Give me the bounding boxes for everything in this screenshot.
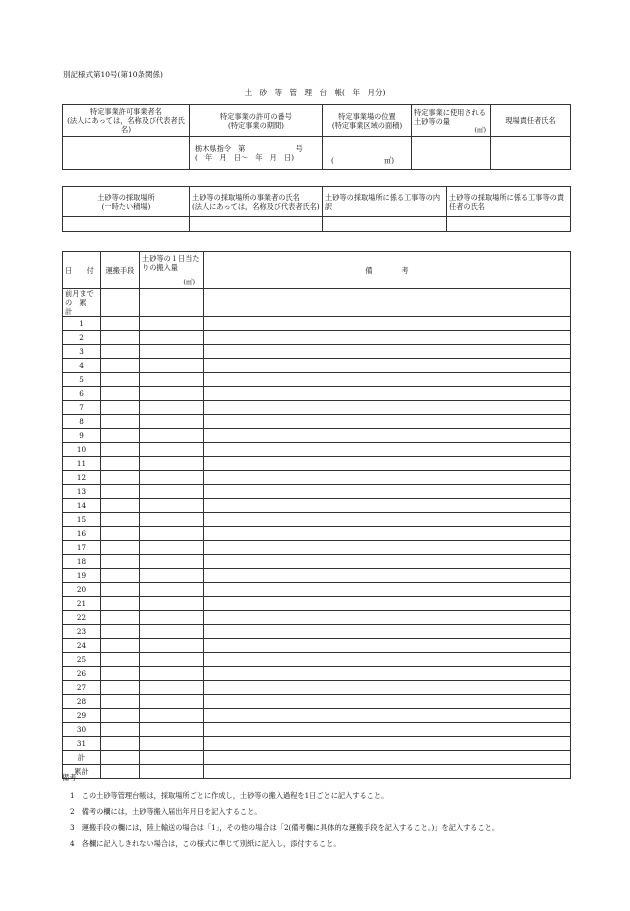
cell-amount[interactable] — [140, 667, 204, 681]
cell-permit-holder[interactable] — [63, 137, 190, 170]
cell-amount[interactable] — [140, 359, 204, 373]
header-work-manager: 土砂等の採取場所に係る工事等の責任者の氏名 — [447, 187, 571, 217]
table-row — [63, 639, 571, 653]
table-row — [63, 625, 571, 639]
table-row — [63, 317, 571, 331]
cell-amount[interactable] — [140, 471, 204, 485]
cell-remarks[interactable] — [204, 611, 571, 625]
cell-transport[interactable] — [101, 401, 140, 415]
row-label-day: 1 — [63, 317, 101, 331]
cell-amount[interactable] — [140, 611, 204, 625]
unit-label: (㎥) — [474, 126, 486, 134]
table-row — [63, 583, 571, 597]
permit-period-line: ( 年 月 日～ 年 月 日) — [195, 153, 295, 162]
cell-amount[interactable] — [140, 695, 204, 709]
cell-work-details[interactable] — [323, 217, 447, 232]
cell-amount[interactable] — [140, 457, 204, 471]
cell-remarks[interactable] — [204, 583, 571, 597]
cell-site-manager[interactable] — [491, 137, 571, 170]
row-label-day: 7 — [63, 401, 101, 415]
row-label-day: 27 — [63, 681, 101, 695]
row-label-day: 12 — [63, 471, 101, 485]
row-label-day: 19 — [63, 569, 101, 583]
row-label-day: 23 — [63, 625, 101, 639]
table-row — [63, 541, 571, 555]
row-label-day: 3 — [63, 345, 101, 359]
cell-amount[interactable] — [140, 541, 204, 555]
header-amount — [140, 252, 204, 289]
cell-amount[interactable] — [140, 653, 204, 667]
cell-remarks[interactable] — [204, 723, 571, 737]
cell-remarks[interactable] — [204, 695, 571, 709]
row-label-day: 26 — [63, 667, 101, 681]
cell-amount[interactable] — [140, 499, 204, 513]
cell-amount[interactable] — [140, 387, 204, 401]
cell-transport[interactable] — [101, 667, 140, 681]
table-row — [63, 737, 571, 751]
row-label-day: 13 — [63, 485, 101, 499]
row-label-day: 5 — [63, 373, 101, 387]
table-row — [63, 709, 571, 723]
header-site-manager: 現場責任者氏名 — [491, 105, 571, 137]
header-amount-unit: (㎥) — [183, 278, 195, 286]
table-row — [63, 471, 571, 485]
cell-transport[interactable] — [101, 513, 140, 527]
cell-amount[interactable] — [140, 513, 204, 527]
cell-amount[interactable] — [140, 317, 204, 331]
cell-transport[interactable] — [101, 611, 140, 625]
notes-section — [62, 773, 582, 855]
row-label-total: 計 — [63, 751, 101, 765]
table-row — [63, 653, 571, 667]
cell-remarks[interactable] — [204, 415, 571, 429]
source-info-table — [62, 186, 571, 232]
cell-remarks[interactable] — [204, 289, 571, 317]
cell-amount[interactable] — [140, 639, 204, 653]
cell-remarks[interactable] — [204, 331, 571, 345]
header-transport: 運搬手段 — [101, 252, 140, 289]
table-row — [63, 681, 571, 695]
row-label-day: 14 — [63, 499, 101, 513]
cell-amount[interactable] — [140, 485, 204, 499]
row-label-day: 22 — [63, 611, 101, 625]
cell-remarks[interactable] — [204, 373, 571, 387]
cell-transport[interactable] — [101, 751, 140, 765]
cell-remarks[interactable] — [204, 485, 571, 499]
cell-remarks[interactable] — [204, 639, 571, 653]
cell-remarks[interactable] — [204, 513, 571, 527]
row-label-day: 28 — [63, 695, 101, 709]
cell-transport[interactable] — [101, 723, 140, 737]
cell-amount[interactable] — [140, 415, 204, 429]
row-label-day: 25 — [63, 653, 101, 667]
table-row — [63, 597, 571, 611]
cell-transport[interactable] — [101, 541, 140, 555]
header-remarks: 備 考 — [204, 252, 571, 289]
row-label-day: 4 — [63, 359, 101, 373]
cell-remarks[interactable] — [204, 653, 571, 667]
table-row — [63, 387, 571, 401]
cell-transport[interactable] — [101, 653, 140, 667]
cell-remarks[interactable] — [204, 471, 571, 485]
cell-remarks[interactable] — [204, 737, 571, 751]
row-label-day: 9 — [63, 429, 101, 443]
cell-amount[interactable] — [140, 401, 204, 415]
cell-transport[interactable] — [101, 583, 140, 597]
permit-number-line: 栃木県指令 第 号 — [195, 144, 303, 153]
cell-remarks[interactable] — [204, 569, 571, 583]
table-row — [63, 359, 571, 373]
cell-amount[interactable] — [140, 681, 204, 695]
table-row — [63, 667, 571, 681]
row-label-day: 6 — [63, 387, 101, 401]
cell-transport[interactable] — [101, 527, 140, 541]
table-row — [63, 345, 571, 359]
cell-amount[interactable] — [140, 597, 204, 611]
cell-remarks[interactable] — [204, 499, 571, 513]
table-row — [63, 527, 571, 541]
cell-transport[interactable] — [101, 709, 140, 723]
cell-transport[interactable] — [101, 443, 140, 457]
row-label-day: 21 — [63, 597, 101, 611]
cell-transport[interactable] — [101, 373, 140, 387]
cell-remarks[interactable] — [204, 597, 571, 611]
row-label-day: 15 — [63, 513, 101, 527]
cell-remarks[interactable] — [204, 555, 571, 569]
header-soil-amount — [412, 105, 491, 137]
cell-remarks[interactable] — [204, 527, 571, 541]
row-label-day: 29 — [63, 709, 101, 723]
cell-transport[interactable] — [101, 429, 140, 443]
daily-log-table — [62, 251, 571, 779]
note-item: 4 各欄に記入しきれない場合は，この様式に準じて別紙に記入し，添付すること。 — [70, 839, 341, 848]
cell-remarks[interactable] — [204, 387, 571, 401]
cell-amount[interactable] — [140, 331, 204, 345]
table-row — [63, 695, 571, 709]
table-row — [63, 611, 571, 625]
header-source-operator: 土砂等の採取場所の事業者の氏名 (法人にあっては，名称及び代表者氏名) — [190, 187, 323, 217]
table-row — [63, 751, 571, 765]
row-label-day: 31 — [63, 737, 101, 751]
cell-transport[interactable] — [101, 737, 140, 751]
cell-amount[interactable] — [140, 737, 204, 751]
row-label-day: 8 — [63, 415, 101, 429]
cell-remarks[interactable] — [204, 429, 571, 443]
cell-amount[interactable] — [140, 429, 204, 443]
cell-transport[interactable] — [101, 499, 140, 513]
cell-remarks[interactable] — [204, 681, 571, 695]
cell-transport[interactable] — [101, 317, 140, 331]
cell-amount[interactable] — [140, 373, 204, 387]
cell-amount[interactable] — [140, 345, 204, 359]
cell-transport[interactable] — [101, 695, 140, 709]
header-date: 日 付 — [63, 252, 101, 289]
header-amount-label: 土砂等の１日当たりの搬入量 — [142, 254, 200, 272]
cell-remarks[interactable] — [204, 625, 571, 639]
cell-remarks[interactable] — [204, 359, 571, 373]
cell-remarks[interactable] — [204, 457, 571, 471]
row-label-day: 11 — [63, 457, 101, 471]
table-row — [63, 429, 571, 443]
table-row — [63, 485, 571, 499]
row-label-day: 20 — [63, 583, 101, 597]
cell-transport[interactable] — [101, 331, 140, 345]
cell-transport[interactable] — [101, 415, 140, 429]
note-item: 3 運搬手段の欄には，陸上輸送の場合は「1」，その他の場合は「2(備考欄に具体的な運搬手段を記入すること。)」を記入すること。 — [70, 823, 500, 832]
table-row — [63, 415, 571, 429]
page-title: 土 砂 等 管 理 台 帳( 年 月分) — [244, 88, 386, 97]
row-label-day: 10 — [63, 443, 101, 457]
cell-remarks[interactable] — [204, 401, 571, 415]
table-row — [63, 443, 571, 457]
cell-transport[interactable] — [101, 555, 140, 569]
table-row — [63, 373, 571, 387]
cell-transport[interactable] — [101, 597, 140, 611]
cell-amount[interactable] — [140, 709, 204, 723]
header-site-location: 特定事業場の位置 (特定事業区域の面積) — [323, 105, 412, 137]
cell-amount[interactable] — [140, 625, 204, 639]
cell-remarks[interactable] — [204, 709, 571, 723]
table-row — [63, 723, 571, 737]
cell-amount[interactable] — [140, 443, 204, 457]
cell-transport[interactable] — [101, 681, 140, 695]
cell-amount[interactable] — [140, 527, 204, 541]
table-row — [63, 555, 571, 569]
cell-remarks[interactable] — [204, 345, 571, 359]
business-info-table — [62, 104, 571, 170]
cell-site-location[interactable] — [323, 137, 412, 170]
cell-transport[interactable] — [101, 471, 140, 485]
cell-amount[interactable] — [140, 723, 204, 737]
cell-transport[interactable] — [101, 387, 140, 401]
cell-remarks[interactable] — [204, 443, 571, 457]
row-label-day: 2 — [63, 331, 101, 345]
cell-remarks[interactable] — [204, 541, 571, 555]
cell-amount[interactable] — [140, 289, 204, 317]
cell-transport[interactable] — [101, 625, 140, 639]
row-label-day: 18 — [63, 555, 101, 569]
cell-transport[interactable] — [101, 485, 140, 499]
cell-remarks[interactable] — [204, 751, 571, 765]
table-row — [63, 499, 571, 513]
table-row — [63, 569, 571, 583]
row-label-day: 30 — [63, 723, 101, 737]
table-row — [63, 401, 571, 415]
header-soil-amount-label: 特定事業に使用される土砂等の量 — [414, 107, 486, 126]
cell-amount[interactable] — [140, 751, 204, 765]
cell-transport[interactable] — [101, 289, 140, 317]
row-label-day: 16 — [63, 527, 101, 541]
cell-amount[interactable] — [140, 555, 204, 569]
note-item: 2 備考の欄には，土砂等搬入届出年月日を記入すること。 — [70, 807, 262, 816]
cell-remarks[interactable] — [204, 667, 571, 681]
notes-heading: 備考 — [62, 773, 77, 782]
cell-remarks[interactable] — [204, 317, 571, 331]
area-value: ( ㎥) — [331, 156, 395, 165]
cell-transport[interactable] — [101, 345, 140, 359]
cell-amount[interactable] — [140, 569, 204, 583]
cell-work-manager[interactable] — [447, 217, 571, 232]
cell-amount[interactable] — [140, 583, 204, 597]
cell-transport[interactable] — [101, 639, 140, 653]
row-label-cumulative: 累計 — [63, 765, 101, 779]
table-row — [63, 457, 571, 471]
form-label: 別記様式第10号(第10条関係) — [63, 70, 163, 79]
cell-soil-amount[interactable] — [412, 137, 491, 170]
header-permit-number: 特定事業の許可の番号 (特定事業の期間) — [190, 105, 323, 137]
cell-transport[interactable] — [101, 569, 140, 583]
cell-source-location[interactable] — [63, 217, 190, 232]
cell-permit-number[interactable] — [190, 137, 323, 170]
table-row — [63, 513, 571, 527]
row-label-day: 17 — [63, 541, 101, 555]
cell-transport[interactable] — [101, 457, 140, 471]
header-source-location: 土砂等の採取場所 (一時たい積場) — [63, 187, 190, 217]
row-label-prev-total: 前月まで の 累 計 — [63, 289, 101, 317]
cell-source-operator[interactable] — [190, 217, 323, 232]
header-permit-holder: 特定事業許可事業者名 (法人にあっては，名称及び代表者氏名) — [63, 105, 190, 137]
table-row — [63, 331, 571, 345]
cell-transport[interactable] — [101, 359, 140, 373]
note-item: 1 この土砂等管理台帳は，採取場所ごとに作成し，土砂等の搬入過程を1日ごとに記入すること。 — [70, 791, 389, 800]
header-work-details: 土砂等の採取場所に係る工事等の内訳 — [323, 187, 447, 217]
row-label-day: 24 — [63, 639, 101, 653]
